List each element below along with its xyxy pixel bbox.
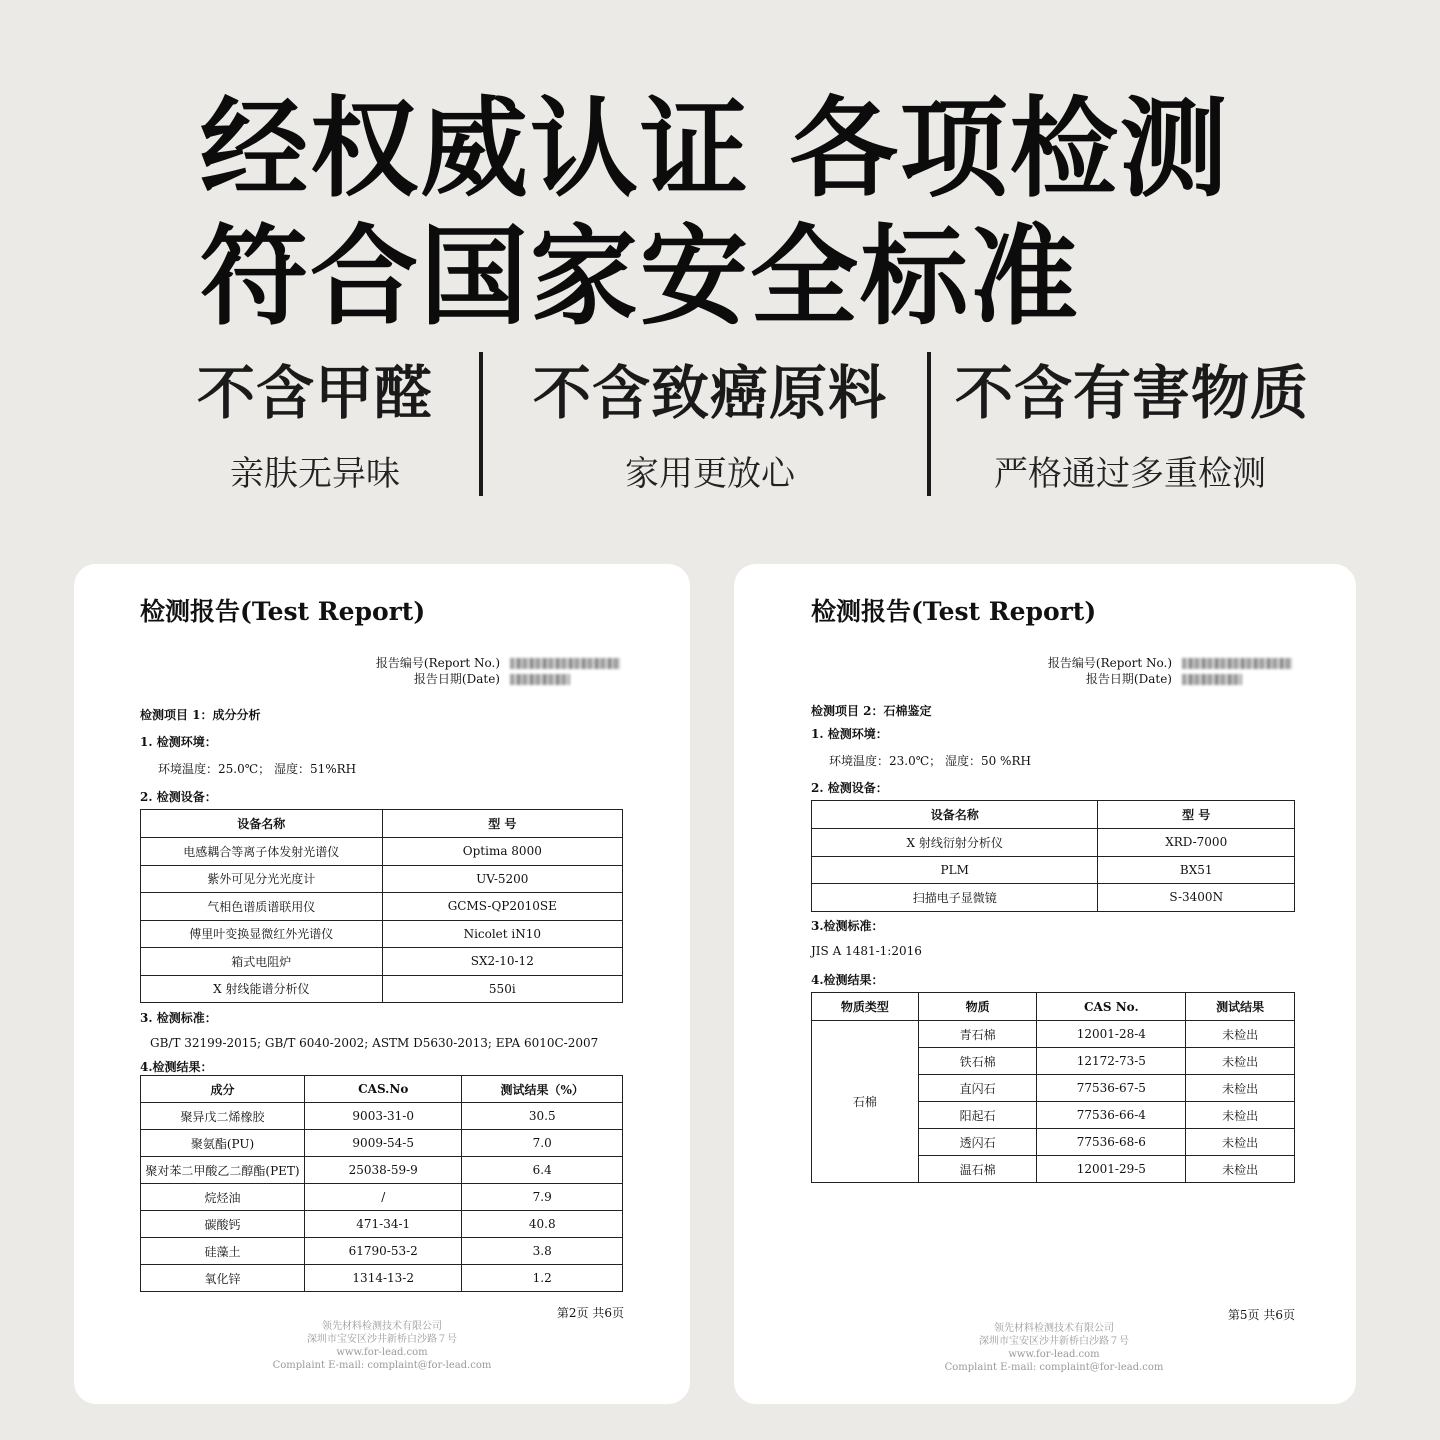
table-cell: 气相色谱质谱联用仪	[141, 893, 383, 921]
redacted-report-date	[1182, 674, 1242, 685]
footer-address: 深圳市宝安区沙井新桥白沙路７号	[979, 1336, 1129, 1347]
report-title: 检测报告(Test Report)	[140, 597, 426, 626]
table-row	[141, 1130, 623, 1157]
standard-heading: 3.检测标准：	[811, 919, 884, 933]
footer-email: Complaint E-mail: complaint@for-lead.com	[272, 1360, 492, 1371]
table-row	[812, 884, 1295, 912]
table-cell: 550i	[382, 975, 622, 1003]
table-header-row	[812, 993, 1295, 1021]
report-title: 检测报告(Test Report)	[811, 597, 1097, 626]
table-cell: 聚对苯二甲酸乙二醇酯(PET)	[141, 1157, 305, 1184]
table-cell: Nicolet iN10	[382, 920, 622, 948]
table-cell: 7.0	[462, 1130, 623, 1157]
table-cell: 青石棉	[918, 1021, 1037, 1048]
page-number: 第2页 共6页	[556, 1306, 624, 1320]
table-row	[141, 1184, 623, 1211]
table-cell: 1.2	[462, 1265, 623, 1292]
table-cell: 铁石棉	[918, 1048, 1037, 1075]
table-row	[141, 893, 623, 921]
test-item-heading: 检测项目 1：成分分析	[140, 708, 261, 722]
table-cell: 硅藻土	[141, 1238, 305, 1265]
page-number: 第5页 共6页	[1227, 1308, 1295, 1322]
table-row	[812, 829, 1295, 857]
table-cell: 40.8	[462, 1211, 623, 1238]
environment-text: 环境温度：25.0℃； 湿度：51%RH	[158, 762, 357, 776]
equipment-table	[140, 809, 623, 1003]
table-row	[141, 838, 623, 866]
column-header: 测试结果	[1186, 993, 1295, 1021]
table-cell: 直闪石	[918, 1075, 1037, 1102]
column-header: CAS No.	[1037, 993, 1186, 1021]
table-cell: PLM	[812, 856, 1098, 884]
feature-title: 不含甲醛	[196, 359, 433, 427]
column-header: 设备名称	[141, 810, 383, 838]
table-row	[812, 1021, 1295, 1048]
headline-line-2: 符合国家安全标准	[200, 215, 1081, 340]
table-cell: 9003-31-0	[304, 1103, 461, 1130]
feature-carcinogen-free	[530, 359, 890, 495]
table-header-row	[812, 801, 1295, 829]
table-cell: 氧化锌	[141, 1265, 305, 1292]
environment-heading: 1. 检测环境：	[140, 735, 217, 749]
table-cell: GCMS-QP2010SE	[382, 893, 622, 921]
table-cell: 未检出	[1186, 1156, 1295, 1183]
table-cell: X 射线衍射分析仪	[812, 829, 1098, 857]
result-table	[811, 992, 1295, 1183]
column-header: 设备名称	[812, 801, 1098, 829]
table-cell: 77536-68-6	[1037, 1129, 1186, 1156]
standard-heading: 3. 检测标准：	[140, 1011, 217, 1025]
table-row	[141, 1265, 623, 1292]
table-row	[141, 1103, 623, 1130]
equipment-heading: 2. 检测设备：	[811, 781, 888, 795]
table-cell: X 射线能谱分析仪	[141, 975, 383, 1003]
table-cell: 未检出	[1186, 1021, 1295, 1048]
headline-line-1: 经权威认证 各项检测	[200, 87, 1230, 212]
table-cell: XRD-7000	[1098, 829, 1295, 857]
table-cell: 温石棉	[918, 1156, 1037, 1183]
table-cell: 77536-66-4	[1037, 1102, 1186, 1129]
equipment-heading: 2. 检测设备：	[140, 790, 217, 804]
feature-divider	[479, 352, 483, 496]
table-cell: Optima 8000	[382, 838, 622, 866]
report-meta-labels	[1048, 655, 1172, 687]
table-cell: 未检出	[1186, 1102, 1295, 1129]
redacted-report-number	[1182, 658, 1292, 669]
table-cell: 25038-59-9	[304, 1157, 461, 1184]
table-cell: 77536-67-5	[1037, 1075, 1186, 1102]
table-cell: 阳起石	[918, 1102, 1037, 1129]
feature-formaldehyde-free	[195, 359, 435, 495]
column-header: 物质	[918, 993, 1037, 1021]
footer-company: 领先材料检测技术有限公司	[322, 1321, 442, 1332]
table-cell: 30.5	[462, 1103, 623, 1130]
table-cell: 1314-13-2	[304, 1265, 461, 1292]
table-cell: 未检出	[1186, 1129, 1295, 1156]
table-cell: 7.9	[462, 1184, 623, 1211]
report-date-label: 报告日期(Date)	[1085, 672, 1172, 686]
feature-divider	[927, 352, 931, 496]
column-header: 成分	[141, 1076, 305, 1103]
result-heading: 4.检测结果：	[811, 973, 884, 987]
table-cell: 碳酸钙	[141, 1211, 305, 1238]
table-cell: UV-5200	[382, 865, 622, 893]
table-cell: 9009-54-5	[304, 1130, 461, 1157]
standard-text: JIS A 1481-1:2016	[811, 944, 922, 958]
table-header-row	[141, 1076, 623, 1103]
table-cell: 3.8	[462, 1238, 623, 1265]
table-row	[141, 948, 623, 976]
table-cell: 未检出	[1186, 1075, 1295, 1102]
result-table	[140, 1075, 623, 1292]
column-header: 型 号	[382, 810, 622, 838]
table-cell: 傅里叶变换显微红外光谱仪	[141, 920, 383, 948]
table-row	[141, 920, 623, 948]
equipment-table	[811, 800, 1295, 912]
feature-subtitle: 家用更放心	[625, 453, 795, 494]
test-report-1	[74, 564, 690, 1404]
table-cell: 箱式电阻炉	[141, 948, 383, 976]
group-cell: 石棉	[812, 1021, 919, 1183]
table-cell: 6.4	[462, 1157, 623, 1184]
footer-website: www.for-lead.com	[336, 1347, 428, 1358]
column-header: 测试结果（%）	[462, 1076, 623, 1103]
feature-title: 不含致癌原料	[532, 359, 887, 427]
redacted-report-number	[510, 658, 620, 669]
footer-website: www.for-lead.com	[1008, 1349, 1100, 1360]
report-date-label: 报告日期(Date)	[413, 672, 500, 686]
environment-heading: 1. 检测环境：	[811, 727, 888, 741]
table-cell: BX51	[1098, 856, 1295, 884]
table-cell: 12001-29-5	[1037, 1156, 1186, 1183]
report-footer	[734, 1322, 1374, 1374]
table-cell: 12001-28-4	[1037, 1021, 1186, 1048]
environment-text: 环境温度：23.0℃； 湿度：50 %RH	[829, 754, 1031, 768]
feature-title: 不含有害物质	[955, 359, 1310, 427]
column-header: 型 号	[1098, 801, 1295, 829]
report-number-label: 报告编号(Report No.)	[1047, 656, 1172, 670]
table-cell: SX2-10-12	[382, 948, 622, 976]
footer-email: Complaint E-mail: complaint@for-lead.com	[944, 1362, 1164, 1373]
table-cell: 烷烃油	[141, 1184, 305, 1211]
feature-subtitle: 亲肤无异味	[230, 453, 400, 494]
test-report-2	[734, 564, 1356, 1404]
table-cell: /	[304, 1184, 461, 1211]
feature-subtitle: 严格通过多重检测	[994, 453, 1266, 494]
table-row	[141, 1211, 623, 1238]
column-header: 物质类型	[812, 993, 919, 1021]
table-cell: 扫描电子显微镜	[812, 884, 1098, 912]
test-item-heading: 检测项目 2：石棉鉴定	[811, 704, 932, 718]
table-row	[141, 1157, 623, 1184]
table-header-row	[141, 810, 623, 838]
report-footer	[74, 1320, 690, 1372]
table-cell: 聚氨酯(PU)	[141, 1130, 305, 1157]
result-heading: 4.检测结果：	[140, 1060, 213, 1074]
table-cell: 471-34-1	[304, 1211, 461, 1238]
table-cell: 紫外可见分光光度计	[141, 865, 383, 893]
table-cell: 未检出	[1186, 1048, 1295, 1075]
report-number-label: 报告编号(Report No.)	[375, 656, 500, 670]
standard-text: GB/T 32199-2015; GB/T 6040-2002; ASTM D5630-2013; EPA 6010C-2007	[150, 1036, 599, 1050]
table-cell: 12172-73-5	[1037, 1048, 1186, 1075]
footer-company: 领先材料检测技术有限公司	[994, 1323, 1114, 1334]
table-cell: 61790-53-2	[304, 1238, 461, 1265]
column-header: CAS.No	[304, 1076, 461, 1103]
report-meta-labels	[376, 655, 500, 687]
redacted-report-date	[510, 674, 570, 685]
feature-harmful-free	[955, 359, 1310, 495]
table-row	[812, 856, 1295, 884]
table-cell: 聚异戊二烯橡胶	[141, 1103, 305, 1130]
table-row	[141, 1238, 623, 1265]
table-cell: 透闪石	[918, 1129, 1037, 1156]
table-row	[141, 975, 623, 1003]
table-row	[141, 865, 623, 893]
footer-address: 深圳市宝安区沙井新桥白沙路７号	[307, 1334, 457, 1345]
table-cell: S-3400N	[1098, 884, 1295, 912]
table-cell: 电感耦合等离子体发射光谱仪	[141, 838, 383, 866]
